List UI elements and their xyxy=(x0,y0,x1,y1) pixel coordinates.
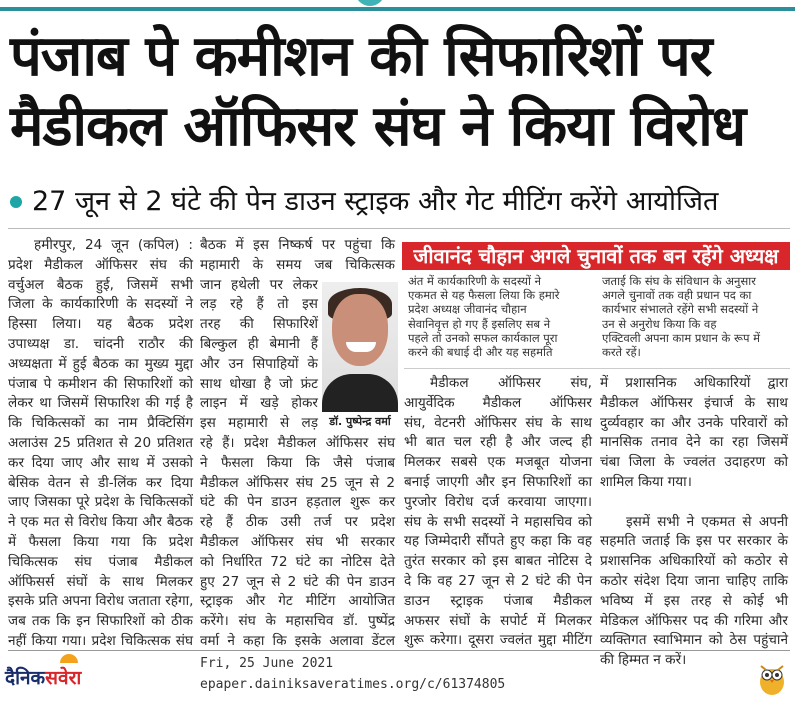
article-line: मेडिकल ऑफिसर पद की गरिमा और xyxy=(600,612,788,629)
article-line: कि चिकित्सकों का नाम प्रैक्टिसिंग xyxy=(8,415,193,432)
bullet-icon xyxy=(10,196,22,208)
article-line: यह जिम्मेदारी सौंपते हुए कहा कि वह xyxy=(404,533,592,550)
sidebar-box-column-2 xyxy=(602,274,788,359)
sidebar-box-line: जताई कि संघ के संविधान के अनुसार xyxy=(602,274,756,288)
article-line: जाए जिसका पूरे प्रदेश के चिकित्सकों xyxy=(8,494,193,511)
article-line: लाइन में खड़े होकर xyxy=(200,395,318,412)
article-line xyxy=(600,493,788,513)
article-line: लेकर था जिसमें सिफारिश की गई है xyxy=(8,395,193,412)
newspaper-logo[interactable] xyxy=(5,664,81,690)
article-line: सहमति जताई कि इस पर सरकार के xyxy=(600,533,788,550)
epaper-link[interactable]: epaper.dainiksaveratimes.org/c/61374805 xyxy=(200,677,506,692)
logo-text-a: दैनिक xyxy=(5,667,46,689)
sidebar-box xyxy=(402,240,792,368)
article-line: की हिम्मत न करें। xyxy=(600,652,687,669)
article-column-4 xyxy=(600,374,788,671)
article-line: मानसिक तनाव देने का रहा जिसमें xyxy=(600,434,788,451)
article-line: अलाउंस 25 प्रतिशत से 20 प्रतिशत xyxy=(8,434,193,451)
article-line: डाउन स्ट्राइक पंजाब मैडीकल xyxy=(404,592,592,609)
article-line: हमीरपुर, 24 जून (कपिल) : xyxy=(34,237,193,253)
article-line: घंटे की पेन डाउन हड़ताल शुरू कर xyxy=(200,494,395,511)
article-line: जिला के कार्यकारिणी के सदस्यों ने xyxy=(8,296,193,313)
article-line: बेसिक वेतन से डी-लिंक कर दिया xyxy=(8,474,193,491)
top-border xyxy=(0,7,795,11)
article-line: शामिल किया गया। xyxy=(600,473,692,490)
photo-caption: डॉ. पुष्पेन्द्र वर्मा xyxy=(329,415,391,428)
article-line: तुरंत सरकार को इस बाबत नोटिस दे xyxy=(404,553,592,570)
article-line: मैडीकल ऑफिसर संघ, xyxy=(430,375,592,391)
footer xyxy=(0,652,795,703)
article-line: को निर्धारित 72 घंटे का नोटिस देते xyxy=(200,553,395,570)
article-line: वर्मा ने कहा कि इसके अलावा डेंटल xyxy=(200,632,395,649)
article-line: ने फैसला किया कि जैसे पंजाब xyxy=(200,454,395,471)
sidebar-box-heading: जीवानंद चौहान अगले चुनावों तक बन रहेंगे अध्यक्ष xyxy=(402,242,790,270)
article-line: साथ धोखा है जो फ्रंट xyxy=(200,375,318,392)
logo-text-b: सवेरा xyxy=(45,667,82,689)
article-line: व्यक्तिगत स्वाभिमान को ठेस पहुंचाने xyxy=(600,632,788,649)
article-line: भी बात चल रही है और जल्द ही xyxy=(404,434,592,451)
sidebar-box-column-1 xyxy=(408,274,594,359)
article-line: शुरू करेगा। दूसरा ज्वलंत मुद्दा मीटिंग xyxy=(404,632,592,649)
owl-icon xyxy=(757,660,787,696)
article-line: चंबा जिला के ज्वलंत उदाहरण को xyxy=(600,454,788,471)
article-line: इसके प्रति अपना विरोध जताता रहेगा, xyxy=(8,593,194,610)
article-line: भविष्य में इस तरह से कोई भी xyxy=(600,592,788,609)
article-column-3 xyxy=(404,374,592,651)
portrait-photo xyxy=(322,282,398,412)
article-line: बनाई जाएगी और इन सिफारिशों का xyxy=(404,473,592,490)
article-line: रहे हैं। प्रदेश मैडीकल ऑफिसर संघ xyxy=(200,434,395,451)
article-line: इसमें सभी ने एकमत से अपनी xyxy=(626,513,788,530)
article-line: स्ट्राइक और गेट मीटिंग आयोजित xyxy=(200,593,395,610)
sidebar-box-line: कार्यभार संभालते रहेंगे सभी सदस्यों ने xyxy=(602,302,759,317)
article-line: हिस्सा लिया। यह बैठक प्रदेश xyxy=(8,316,193,333)
article-line: आयुर्वेदिक मैडीकल ऑफिसर xyxy=(404,394,592,411)
sidebar-box-line: पहले तो उनको सफल कार्यकाल पूरा xyxy=(408,330,558,345)
sidebar-box-line: एक्टिवली अपना काम प्रधान के रूप में xyxy=(602,330,761,345)
article-line: चिकित्सक संघ पंजाब मैडीकल xyxy=(8,553,193,570)
footer-divider xyxy=(8,650,790,651)
article-line: संघ के सभी सदस्यों ने महासचिव को xyxy=(404,513,592,530)
headline xyxy=(10,22,790,162)
sidebar-box-line: करने की बधाई दी और यह सहमति xyxy=(408,344,553,359)
article-line: ने एक मत से विरोध किया और बैठक xyxy=(8,514,193,531)
publish-date: Fri, 25 June 2021 xyxy=(200,656,334,671)
article-column-1 xyxy=(8,236,193,652)
sidebar-box-line: सेवानिवृत्त हो गए हैं इसलिए सब ने xyxy=(408,316,551,331)
article-line: मैडीकल ऑफिसर संघ भी सरकार xyxy=(200,533,395,550)
article-line: अध्यक्षता में हुई बैठक का मुख्य मुद्दा xyxy=(8,355,193,372)
article-line: तरह की सिफारिशें xyxy=(200,316,318,333)
article-line: उपाध्यक्ष डा. चांदनी राठौर की xyxy=(8,335,193,352)
article-line: पुरजोर विरोध दर्ज करवाया जाएगा। xyxy=(404,493,592,510)
article-line: वर्चुअल बैठक हुई, जिसमें सभी xyxy=(8,276,193,293)
sidebar-box-line: प्रदेश अध्यक्ष जीवानंद चौहान xyxy=(408,302,527,317)
article-line: इस महामारी से लड़ xyxy=(200,415,318,432)
article-line: बैठक में इस निष्कर्ष पर पहुंचा कि xyxy=(200,237,395,253)
article-line: में फैसला किया गया कि प्रदेश xyxy=(8,533,193,550)
article-line: ऑफिसर्स संघों के साथ मिलकर xyxy=(8,573,193,590)
box-divider xyxy=(404,368,790,369)
subheadline-text: 27 जून से 2 घंटे की पेन डाउन स्ट्राइक और गेट मीटिंग करेंगे आयोजित xyxy=(32,186,719,217)
article-line: और उन सिपाहियों के xyxy=(200,355,318,372)
article-line: मिलकर सबसे एक मजबूत योजना xyxy=(404,454,592,471)
article-line: संघ, वेटनरी ऑफिसर संघ के साथ xyxy=(404,414,592,431)
top-tab-decoration xyxy=(355,0,385,6)
article-line: अफसर संघों के सपोर्ट में मिलकर xyxy=(404,612,592,629)
article-line: महामारी के समय जब चिकित्सक xyxy=(200,256,395,273)
article-line: कर दिया जाए और साथ में उसको xyxy=(8,454,193,471)
sidebar-box-line: अगले चुनावों तक वही प्रधान पद का xyxy=(602,288,752,303)
article-line: हुए 27 जून से 2 घंटे की पेन डाउन xyxy=(200,573,395,590)
divider xyxy=(8,228,790,229)
sidebar-box-line: अंत में कार्यकारिणी के सदस्यों ने xyxy=(408,274,541,288)
article-line: पंजाब पे कमीशन की सिफारिशों को xyxy=(8,375,193,392)
article-line: नहीं किया गया। प्रदेश चिकित्सक संघ xyxy=(8,632,193,649)
sidebar-box-line: करते रहें। xyxy=(602,344,641,359)
article-line: प्रदेश मैडीकल ऑफिसर संघ की xyxy=(8,256,193,273)
article-line: में प्रशासनिक अधिकारियों द्वारा xyxy=(600,375,788,391)
article-line: मैडीकल ऑफिसर इंचार्ज के साथ xyxy=(600,394,788,411)
article-line: बिल्कुल ही बेमानी हैं xyxy=(200,335,318,352)
article-line: करेंगे। संघ के महासचिव डॉ. पुष्पेंद्र xyxy=(200,613,395,630)
sidebar-box-line: उन से अनुरोध किया कि वह xyxy=(602,316,717,331)
headline-line-2: मैडीकल ऑफिसर संघ ने किया विरोध xyxy=(10,94,746,159)
article-line: जब तक कि इन सिफारिशों को ठीक xyxy=(8,613,193,630)
article-line: लड़ रहे हैं तो इस xyxy=(200,296,318,313)
subheadline xyxy=(10,184,790,220)
article-line: रहे हैं ठीक उसी तर्ज पर प्रदेश xyxy=(200,514,395,531)
article-line: जान हथेली पर लेकर xyxy=(200,276,318,293)
article-line: दे कि वह 27 जून से 2 घंटे की पेन xyxy=(404,572,592,589)
sun-logo-icon xyxy=(60,654,78,663)
article-line: प्रशासनिक अधिकारियों को कठोर से xyxy=(600,553,788,570)
article-line: कठोर संदेश दिया जाना चाहिए ताकि xyxy=(600,572,788,589)
article-line: दुर्व्यवहार का और उनके परिवारों को xyxy=(600,414,788,431)
headline-line-1: पंजाब पे कमीशन की सिफारिशों पर xyxy=(10,24,712,89)
sidebar-box-line: एकमत से यह फैसला लिया कि हमारे xyxy=(408,288,560,303)
article-line: मैडीकल ऑफिसर संघ 25 जून से 2 xyxy=(200,474,395,491)
